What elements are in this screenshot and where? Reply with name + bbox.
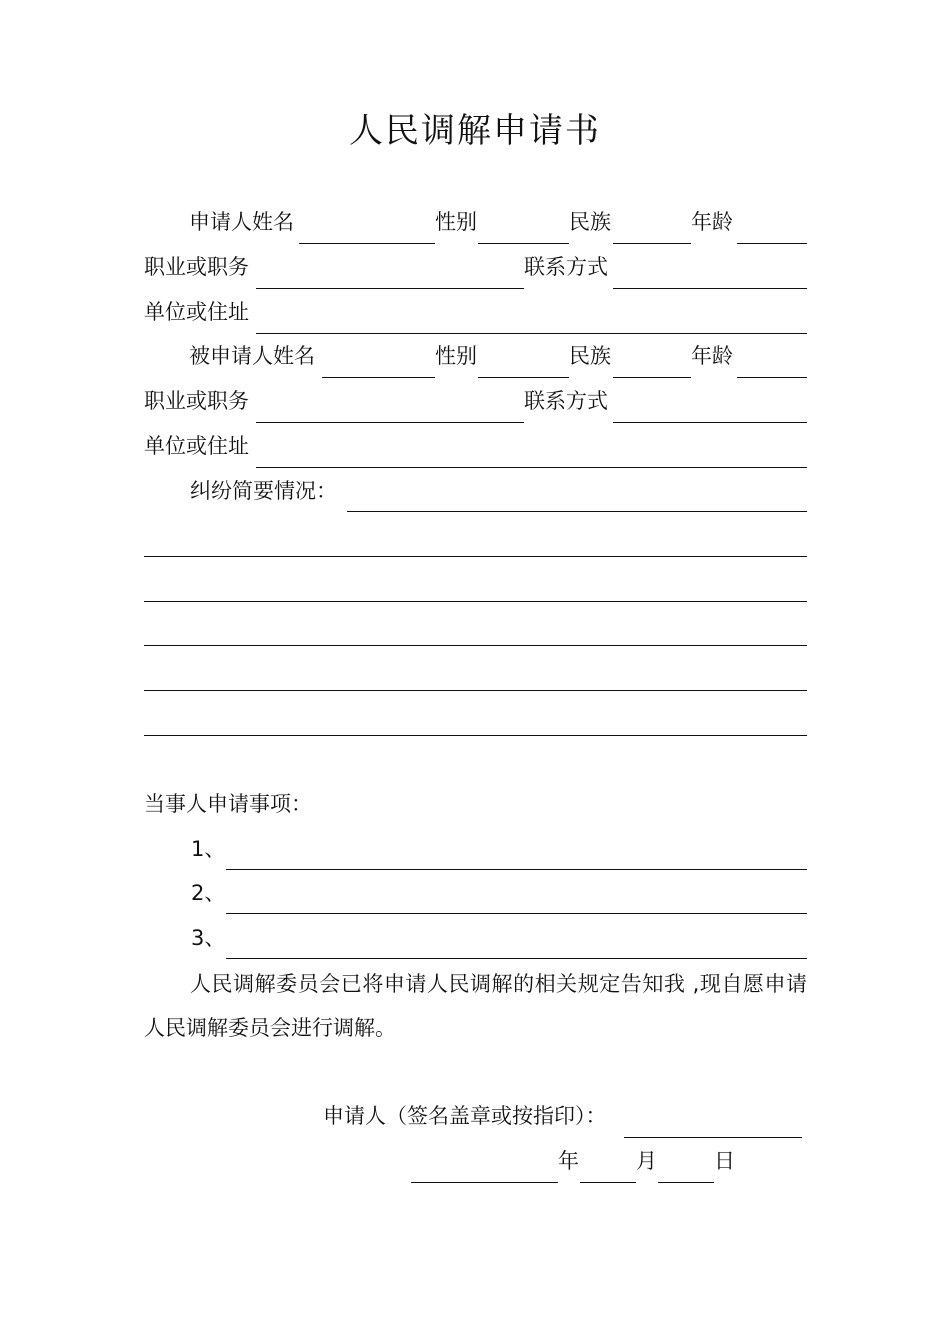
statement-paragraph: 人民调解委员会已将申请人民调解的相关规定告知我 ,现自愿申请人民调解委员会进行调解。 — [144, 972, 807, 1040]
respondent-name-label: 被申请人姓名 — [189, 344, 315, 368]
respondent-occupation-label: 职业或职务 — [144, 389, 249, 413]
month-field[interactable] — [580, 1182, 636, 1183]
month-label: 月 — [636, 1149, 657, 1173]
applicant-age-label: 年龄 — [691, 210, 733, 234]
respondent-address-field[interactable] — [256, 467, 807, 468]
applicant-ethnicity-label: 民族 — [569, 210, 611, 234]
request-item-number: 3、 — [191, 926, 226, 950]
dispute-line[interactable] — [347, 511, 807, 512]
respondent-address-label: 单位或住址 — [144, 434, 249, 458]
signature-label: 申请人（签名盖章或按指印）： — [323, 1104, 607, 1128]
respondent-contact-field[interactable] — [613, 422, 807, 423]
request-item-line[interactable] — [226, 913, 807, 914]
applicant-gender-field[interactable] — [478, 243, 569, 244]
respondent-age-label: 年龄 — [691, 344, 733, 368]
applicant-name-label: 申请人姓名 — [189, 210, 294, 234]
request-item-number: 1、 — [191, 837, 226, 861]
page-title: 人民调解申请书 — [349, 111, 601, 151]
applicant-address-label: 单位或住址 — [144, 300, 249, 324]
applicant-occupation-label: 职业或职务 — [144, 255, 249, 279]
dispute-line[interactable] — [144, 556, 807, 557]
applicant-occupation-field[interactable] — [256, 288, 524, 289]
respondent-ethnicity-field[interactable] — [613, 377, 691, 378]
request-item-line[interactable] — [226, 958, 807, 959]
request-item-number: 2、 — [191, 881, 226, 905]
dispute-line[interactable] — [144, 601, 807, 602]
dispute-line[interactable] — [144, 645, 807, 646]
dispute-line[interactable] — [144, 735, 807, 736]
applicant-age-field[interactable] — [737, 243, 807, 244]
applicant-contact-label: 联系方式 — [524, 255, 608, 279]
respondent-name-field[interactable] — [322, 377, 435, 378]
respondent-ethnicity-label: 民族 — [569, 344, 611, 368]
year-label: 年 — [558, 1149, 579, 1173]
applicant-ethnicity-field[interactable] — [613, 243, 691, 244]
respondent-gender-field[interactable] — [478, 377, 569, 378]
respondent-gender-label: 性别 — [435, 344, 477, 368]
dispute-label: 纠纷简要情况： — [190, 479, 337, 503]
dispute-line[interactable] — [144, 690, 807, 691]
respondent-occupation-field[interactable] — [256, 422, 524, 423]
applicant-address-field[interactable] — [256, 333, 807, 334]
respondent-age-field[interactable] — [737, 377, 807, 378]
requests-label: 当事人申请事项： — [144, 792, 312, 816]
respondent-contact-label: 联系方式 — [524, 389, 608, 413]
applicant-name-field[interactable] — [299, 243, 435, 244]
signature-field[interactable] — [624, 1137, 802, 1138]
request-item-line[interactable] — [226, 869, 807, 870]
day-field[interactable] — [658, 1182, 714, 1183]
applicant-contact-field[interactable] — [613, 288, 807, 289]
day-label: 日 — [714, 1149, 735, 1173]
applicant-gender-label: 性别 — [435, 210, 477, 234]
year-field[interactable] — [411, 1182, 558, 1183]
